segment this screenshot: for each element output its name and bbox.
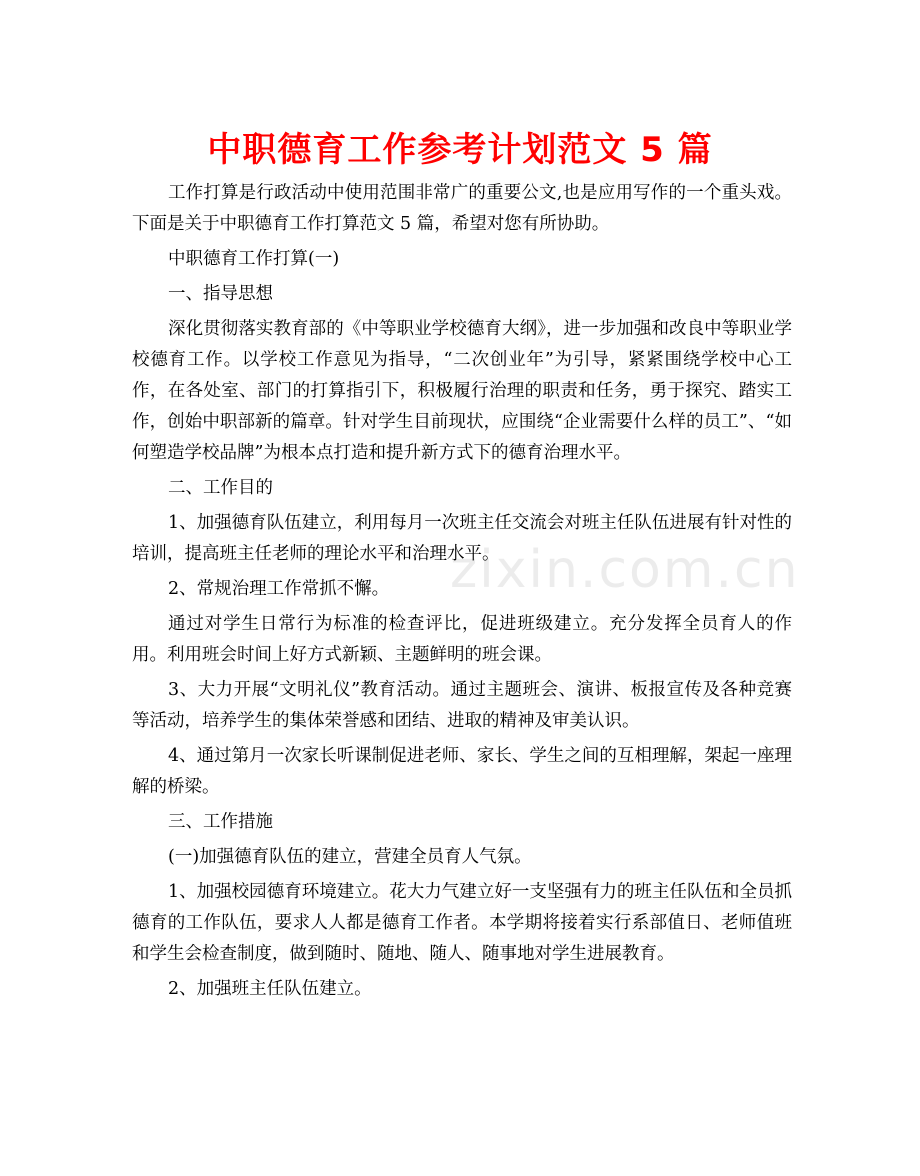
paragraph-measure-1: 1、加强校园德育环境建立。花大力气建立好一支坚强有力的班主任队伍和全员抓德育的工作队伍，要求人人都是德育工作者。本学期将接着实行系部值日、老师值班和学生会检查制度，做到随时、随地、随人、随事地对学生进展教育。 bbox=[132, 882, 792, 964]
paragraph-goal-3: 3、大力开展“文明礼仪”教育活动。通过主题班会、演讲、板报宣传及各种竞赛等活动，培养学生的集体荣誉感和团结、进取的精神及审美认识。 bbox=[132, 680, 792, 731]
document-body bbox=[132, 178, 792, 1009]
section-heading-plan-1: 中职德育工作打算(一) bbox=[168, 249, 340, 269]
paragraph-intro: 工作打算是行政活动中使用范围非常广的重要公文,也是应用写作的一个重头戏。下面是关于中职德育工作打算范文 5 篇，希望对您有所协助。 bbox=[132, 183, 792, 234]
section-heading-work-measures: 三、工作措施 bbox=[168, 812, 273, 832]
paragraph-goal-4: 4、通过第月一次家长听课制促进老师、家长、学生之间的互相理解，架起一座理解的桥梁。 bbox=[132, 746, 792, 797]
paragraph-guiding-thought: 深化贯彻落实教育部的《中等职业学校德育大纲》，进一步加强和改良中等职业学校德育工作。以学校工作意见为指导，“二次创业年”为引导，紧紧围绕学校中心工作，在各处室、部门的打算指引下，积极履行治理的职责和任务，勇于探究、踏实工作，创始中职部新的篇章。针对学生目前现状，应围绕“企业需要什么样的员工”、“如何塑造学校品牌”为根本点打造和提升新方式下的德育治理水平。 bbox=[132, 319, 792, 463]
section-heading-guiding-thought: 一、指导思想 bbox=[168, 284, 273, 304]
paragraph-goal-2-detail: 通过对学生日常行为标准的检查评比，促进班级建立。充分发挥全员育人的作用。利用班会时间上好方式新颖、主题鲜明的班会课。 bbox=[132, 614, 792, 665]
paragraph-goal-2: 2、常规治理工作常抓不懈。 bbox=[168, 579, 390, 599]
paragraph-measure-2: 2、加强班主任队伍建立。 bbox=[168, 979, 372, 999]
subsection-heading-team-building: (一)加强德育队伍的建立，营建全员育人气氛。 bbox=[168, 847, 532, 867]
paragraph-goal-1: 1、加强德育队伍建立，利用每月一次班主任交流会对班主任队伍进展有针对性的培训，提高班主任老师的理论水平和治理水平。 bbox=[132, 513, 792, 564]
section-heading-work-goals: 二、工作目的 bbox=[168, 478, 273, 498]
watermark: zixin.com.cn bbox=[450, 540, 800, 600]
document-title: 中职德育工作参考计划范文 5 篇 bbox=[207, 130, 713, 170]
